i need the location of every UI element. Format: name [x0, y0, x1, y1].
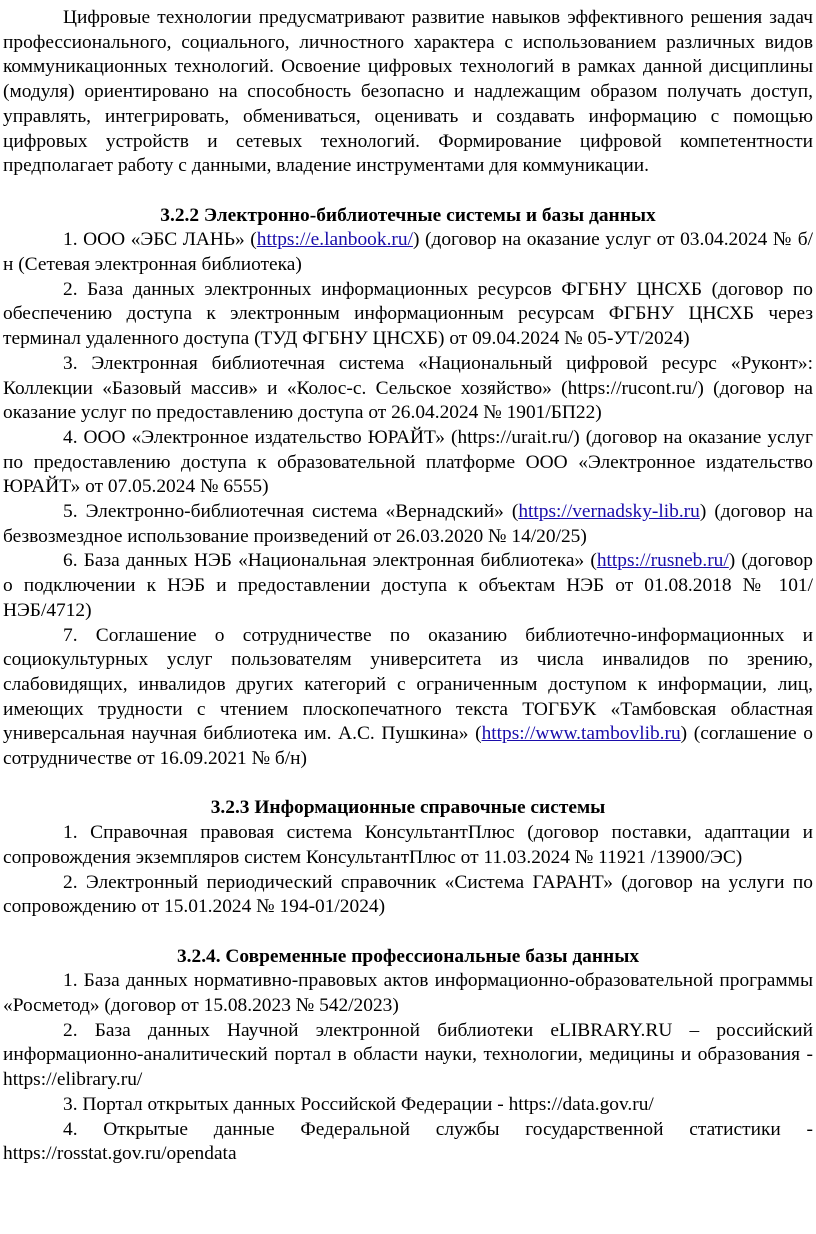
list-item: 5. Электронно-библиотечная система «Вернадский» (https://vernadsky-lib.ru) (договор на безвозмездное использование произведений от 26.03.2020 № 14/20/25): [3, 501, 814, 547]
lanbook-link[interactable]: https://e.lanbook.ru/: [256, 229, 413, 251]
vernadsky-link[interactable]: https://vernadsky-lib.ru: [518, 501, 700, 523]
spacer: [3, 920, 813, 945]
list-item: 4. ООО «Электронное издательство ЮРАЙТ» (https://urait.ru/) (договор на оказание услуг по предоставлению доступа к образовательной платформе ООО «Электронное издательство ЮРАЙТ» от 07.05.2024 № 6555): [3, 426, 813, 498]
section-324-heading: 3.2.4. Современные профессиональные базы данных: [176, 945, 640, 967]
list-item: 7. Соглашение о сотрудничестве по оказанию библиотечно-информационных и социокультурных услуг пользователям университета из числа инвалидов по зрению, слабовидящих, инвалидов других категорий с ограниченным доступом к информации, лиц, имеющих трудности с чтением плоскопечатного текста ТОГБУК «Тамбовская областная универсальная научная библиотека им. А.С. Пушкина» (https://www.tambovlib.ru) (соглашение о сотрудничестве от 16.09.2021 № б/н): [3, 624, 813, 770]
rucont-link: https://rucont.ru/: [567, 377, 698, 399]
urait-link: https://urait.ru/: [457, 426, 574, 448]
spacer: [3, 179, 813, 204]
list-item: 3. Электронная библиотечная система «Национальный цифровой ресурс «Руконт»: Коллекции «Базовый массив» и «Колос-с. Сельское хозяйство» (https://rucont.ru/) (договор на оказание услуг по предоставлению доступа от 26.04.2024 № 1901/БП22): [3, 352, 814, 424]
list-item: 2. База данных Научной электронной библиотеки eLIBRARY.RU – российский информационно-аналитический портал в области науки, технологии, медицины и образования - https://elibrary.ru/: [3, 1019, 813, 1091]
list-item: 4. Открытые данные Федеральной службы государственной статистики - https://rosstat.gov.ru/opendata: [3, 1118, 813, 1165]
rusneb-link[interactable]: https://rusneb.ru/: [596, 550, 729, 572]
list-item: 1. Справочная правовая система КонсультантПлюс (договор поставки, адаптации и сопровождения экземпляров систем КонсультантПлюс от 11.03.2024 № 11921 /13900/ЭС): [3, 822, 813, 868]
intro-paragraph: Цифровые технологии предусматривают развитие навыков эффективного решения задач профессионального, социального, личностного характера с использованием различных видов коммуникационных технологий. Освоение цифровых технологий в рамках данной дисциплины (модуля) ориентировано на способность безопасно и надлежащим образом получать доступ, управлять, интегрировать, обмениваться, оценивать и создавать информацию с помощью цифровых устройств и сетевых технологий. Формирование цифровой компетентности предполагает работу с данными, владение инструментами для коммуникации.: [3, 7, 813, 177]
list-item: 3. Портал открытых данных Российской Федерации - https://data.gov.ru/: [63, 1093, 654, 1115]
list-item: 2. База данных электронных информационных ресурсов ФГБНУ ЦНСХБ (договор по обеспечению доступа к электронным информационным ресурсам ФГБНУ ЦНСХБ через терминал удаленного доступа (ТУД ФГБНУ ЦНСХБ) от 09.04.2024 № 05-УТ/2024): [3, 278, 813, 350]
list-item: 1. ООО «ЭБС ЛАНЬ» (https://e.lanbook.ru/) (договор на оказание услуг от 03.04.2024 № б/н (Сетевая электронная библиотека): [3, 229, 813, 276]
tambovlib-link[interactable]: https://www.tambovlib.ru: [481, 723, 681, 745]
section-322-heading: 3.2.2 Электронно-библиотечные системы и базы данных: [160, 204, 656, 226]
section-323-heading: 3.2.3 Информационные справочные системы: [210, 797, 606, 819]
list-item: 2. Электронный периодический справочник «Система ГАРАНТ» (договор на услуги по сопровождению от 15.01.2024 № 194-01/2024): [3, 871, 813, 918]
spacer: [3, 772, 813, 797]
list-item: 1. База данных нормативно-правовых актов информационно-образовательной программы «Росметод» (договор от 15.08.2023 № 542/2023): [3, 970, 813, 1017]
list-item: 6. База данных НЭБ «Национальная электронная библиотека» (https://rusneb.ru/) (договор о подключении к НЭБ и предоставлении доступа к объектам НЭБ от 01.08.2018 № 101/НЭБ/4712): [3, 550, 813, 621]
